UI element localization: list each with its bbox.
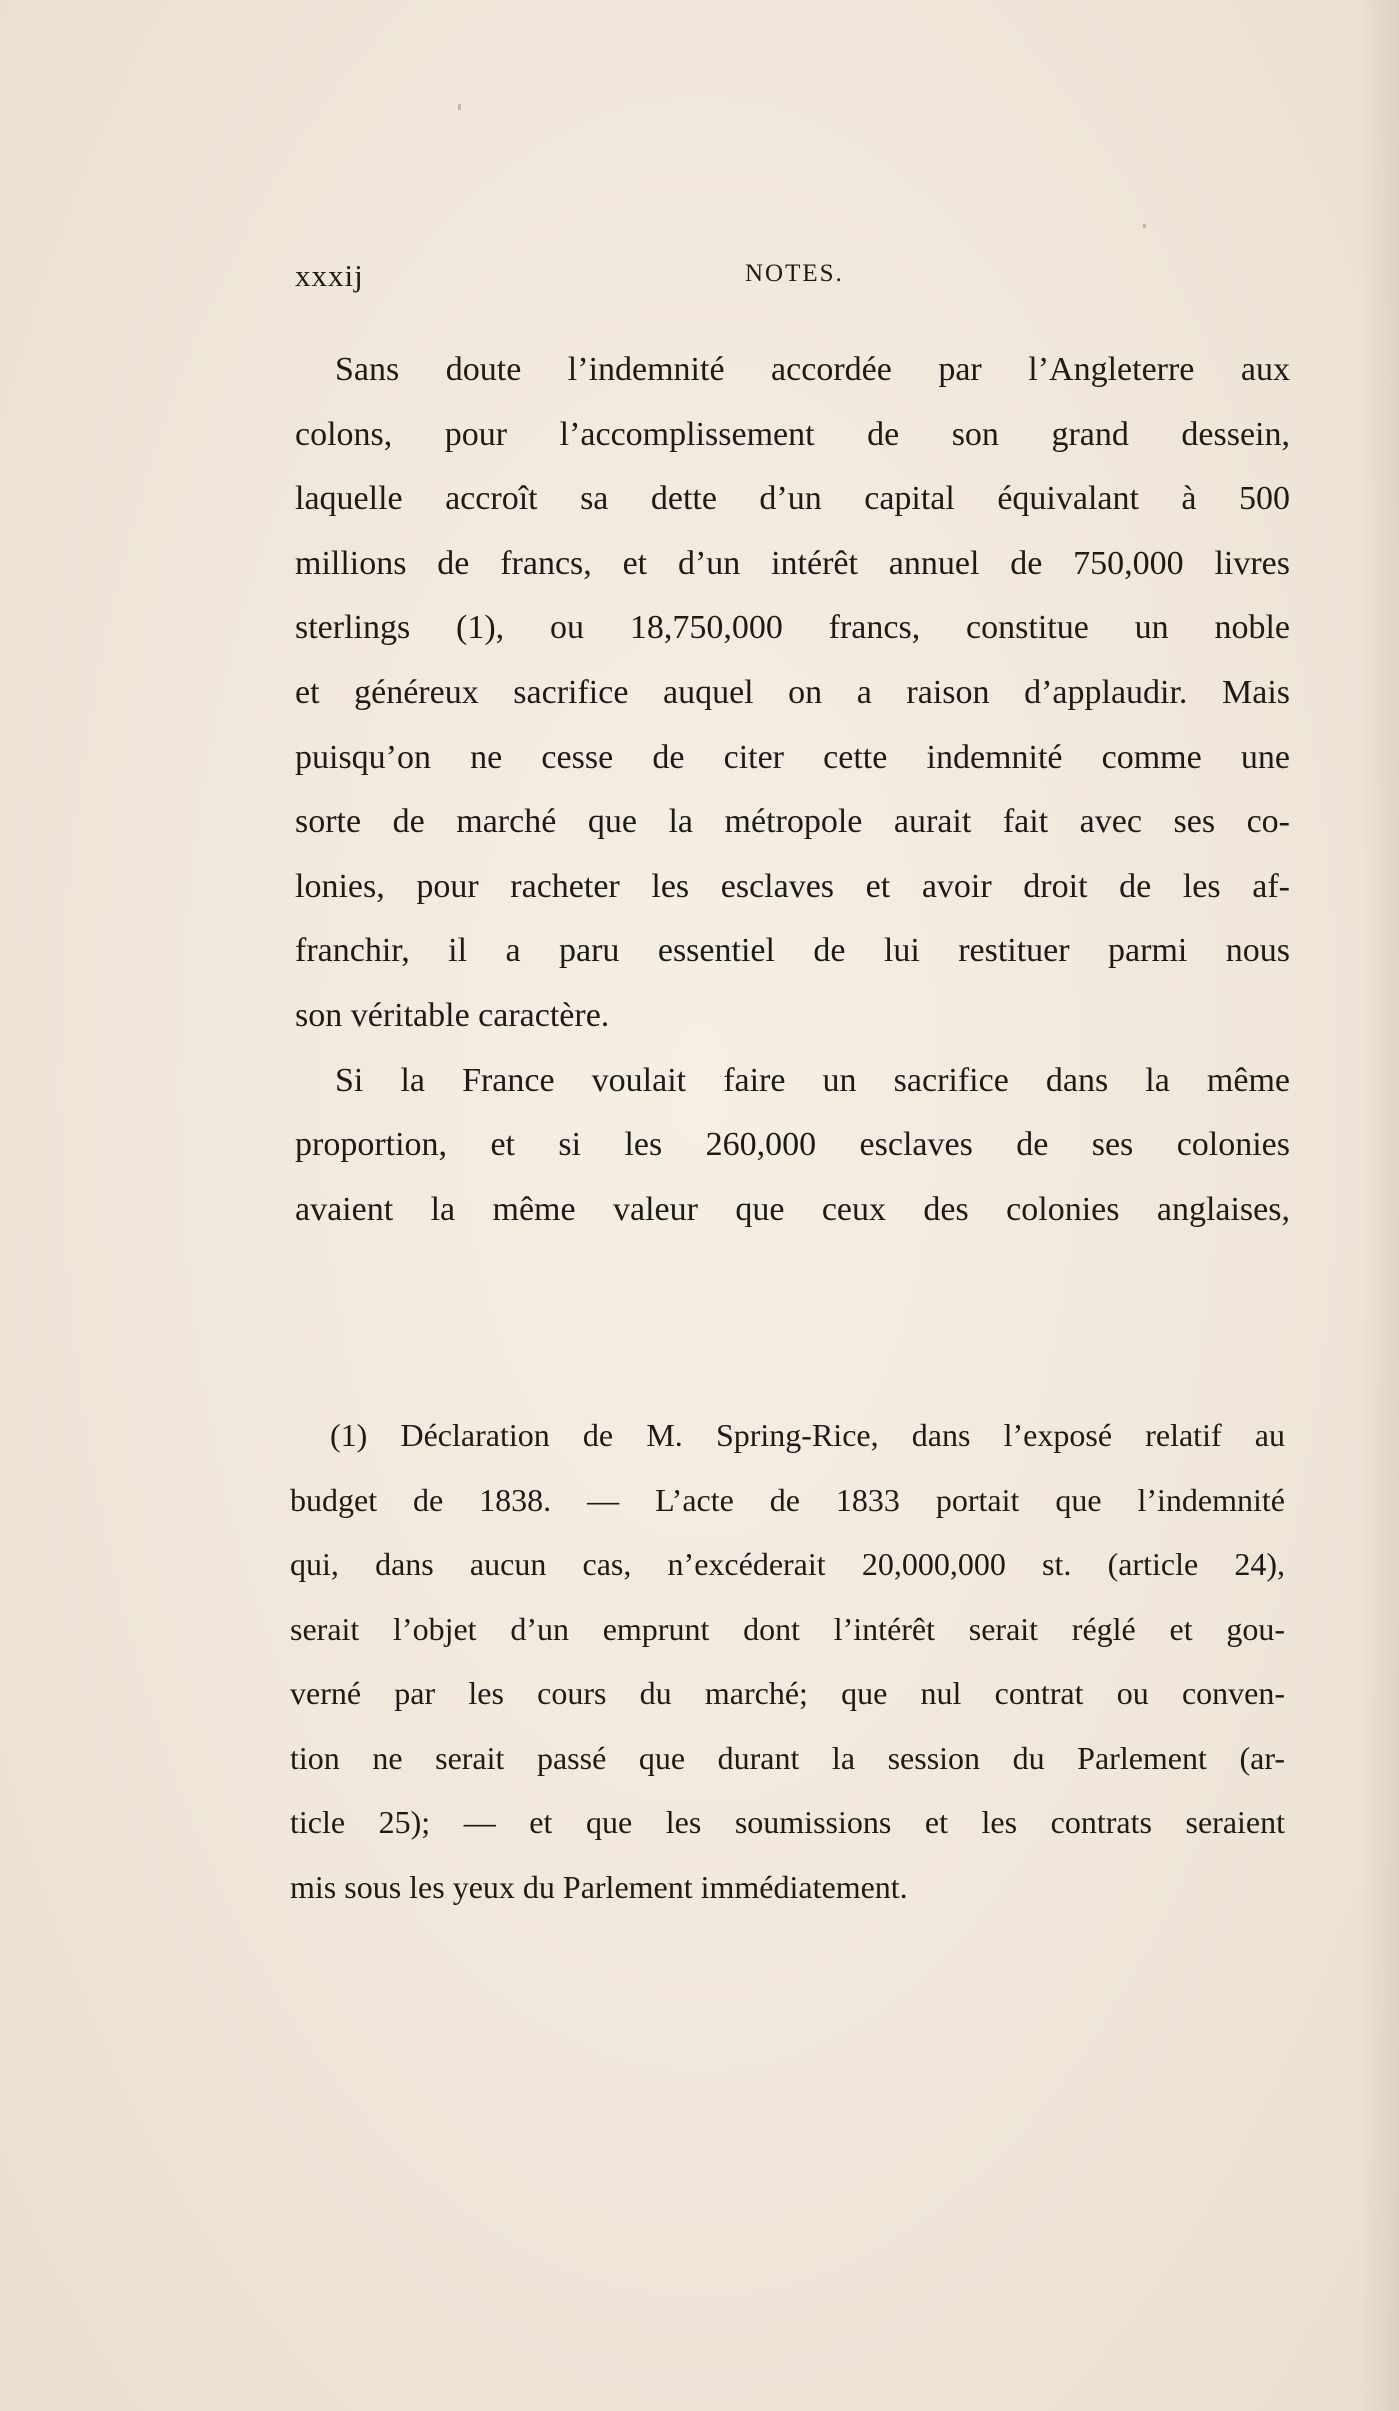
text-line: colons, pour l’accomplissement de son grand dessein, [295, 415, 1290, 453]
footnote-line: mis sous les yeux du Parlement immédiatement. [290, 1868, 908, 1905]
page-edge-shadow [1359, 0, 1399, 2411]
footnote-line: serait l’objet d’un emprunt dont l’intérêt serait réglé et gou- [290, 1610, 1285, 1647]
footnote-line: budget de 1838. — L’acte de 1833 portait que l’indemnité [290, 1481, 1285, 1518]
text-line: Si la France voulait faire un sacrifice dans la même [335, 1061, 1290, 1099]
running-head: NOTES. [745, 260, 844, 287]
text-line: lonies, pour racheter les esclaves et avoir droit de les af- [295, 867, 1290, 905]
text-line: son véritable caractère. [295, 996, 610, 1034]
footnote-line: ticle 25); — et que les soumissions et les contrats seraient [290, 1804, 1285, 1840]
footnote-line: tion ne serait passé que durant la session du Parlement (ar- [290, 1739, 1285, 1776]
text-line: Sans doute l’indemnité accordée par l’Angleterre aux [335, 351, 1290, 388]
footnote-line: verné par les cours du marché; que nul contrat ou conven- [290, 1675, 1285, 1711]
text-line: sorte de marché que la métropole aurait fait avec ses co- [295, 803, 1290, 841]
paper-speck [458, 104, 461, 110]
text-line: sterlings (1), ou 18,750,000 francs, constitue un noble [295, 609, 1290, 647]
text-line: puisqu’on ne cesse de citer cette indemnité comme une [295, 738, 1290, 776]
page-number: xxxij [295, 258, 364, 293]
text-line: et généreux sacrifice auquel on a raison d’applaudir. Mais [295, 673, 1290, 711]
footnote-line: qui, dans aucun cas, n’excéderait 20,000,000 st. (article 24), [290, 1546, 1285, 1582]
text-line: avaient la même valeur que ceux des colonies anglaises, [295, 1190, 1290, 1228]
text-line: franchir, il a paru essentiel de lui restituer parmi nous [295, 932, 1290, 970]
footnote-line: (1) Déclaration de M. Spring-Rice, dans l’exposé relatif au [330, 1417, 1285, 1453]
main-text [295, 338, 1290, 1242]
text-line: laquelle accroît sa dette d’un capital équivalant à 500 [295, 480, 1290, 518]
page-header [295, 258, 1295, 298]
text-line: millions de francs, et d’un intérêt annuel de 750,000 livres [295, 544, 1290, 582]
text-line: proportion, et si les 260,000 esclaves de ses colonies [295, 1126, 1290, 1164]
footnote [290, 1403, 1285, 1919]
paper-speck [1143, 224, 1146, 228]
